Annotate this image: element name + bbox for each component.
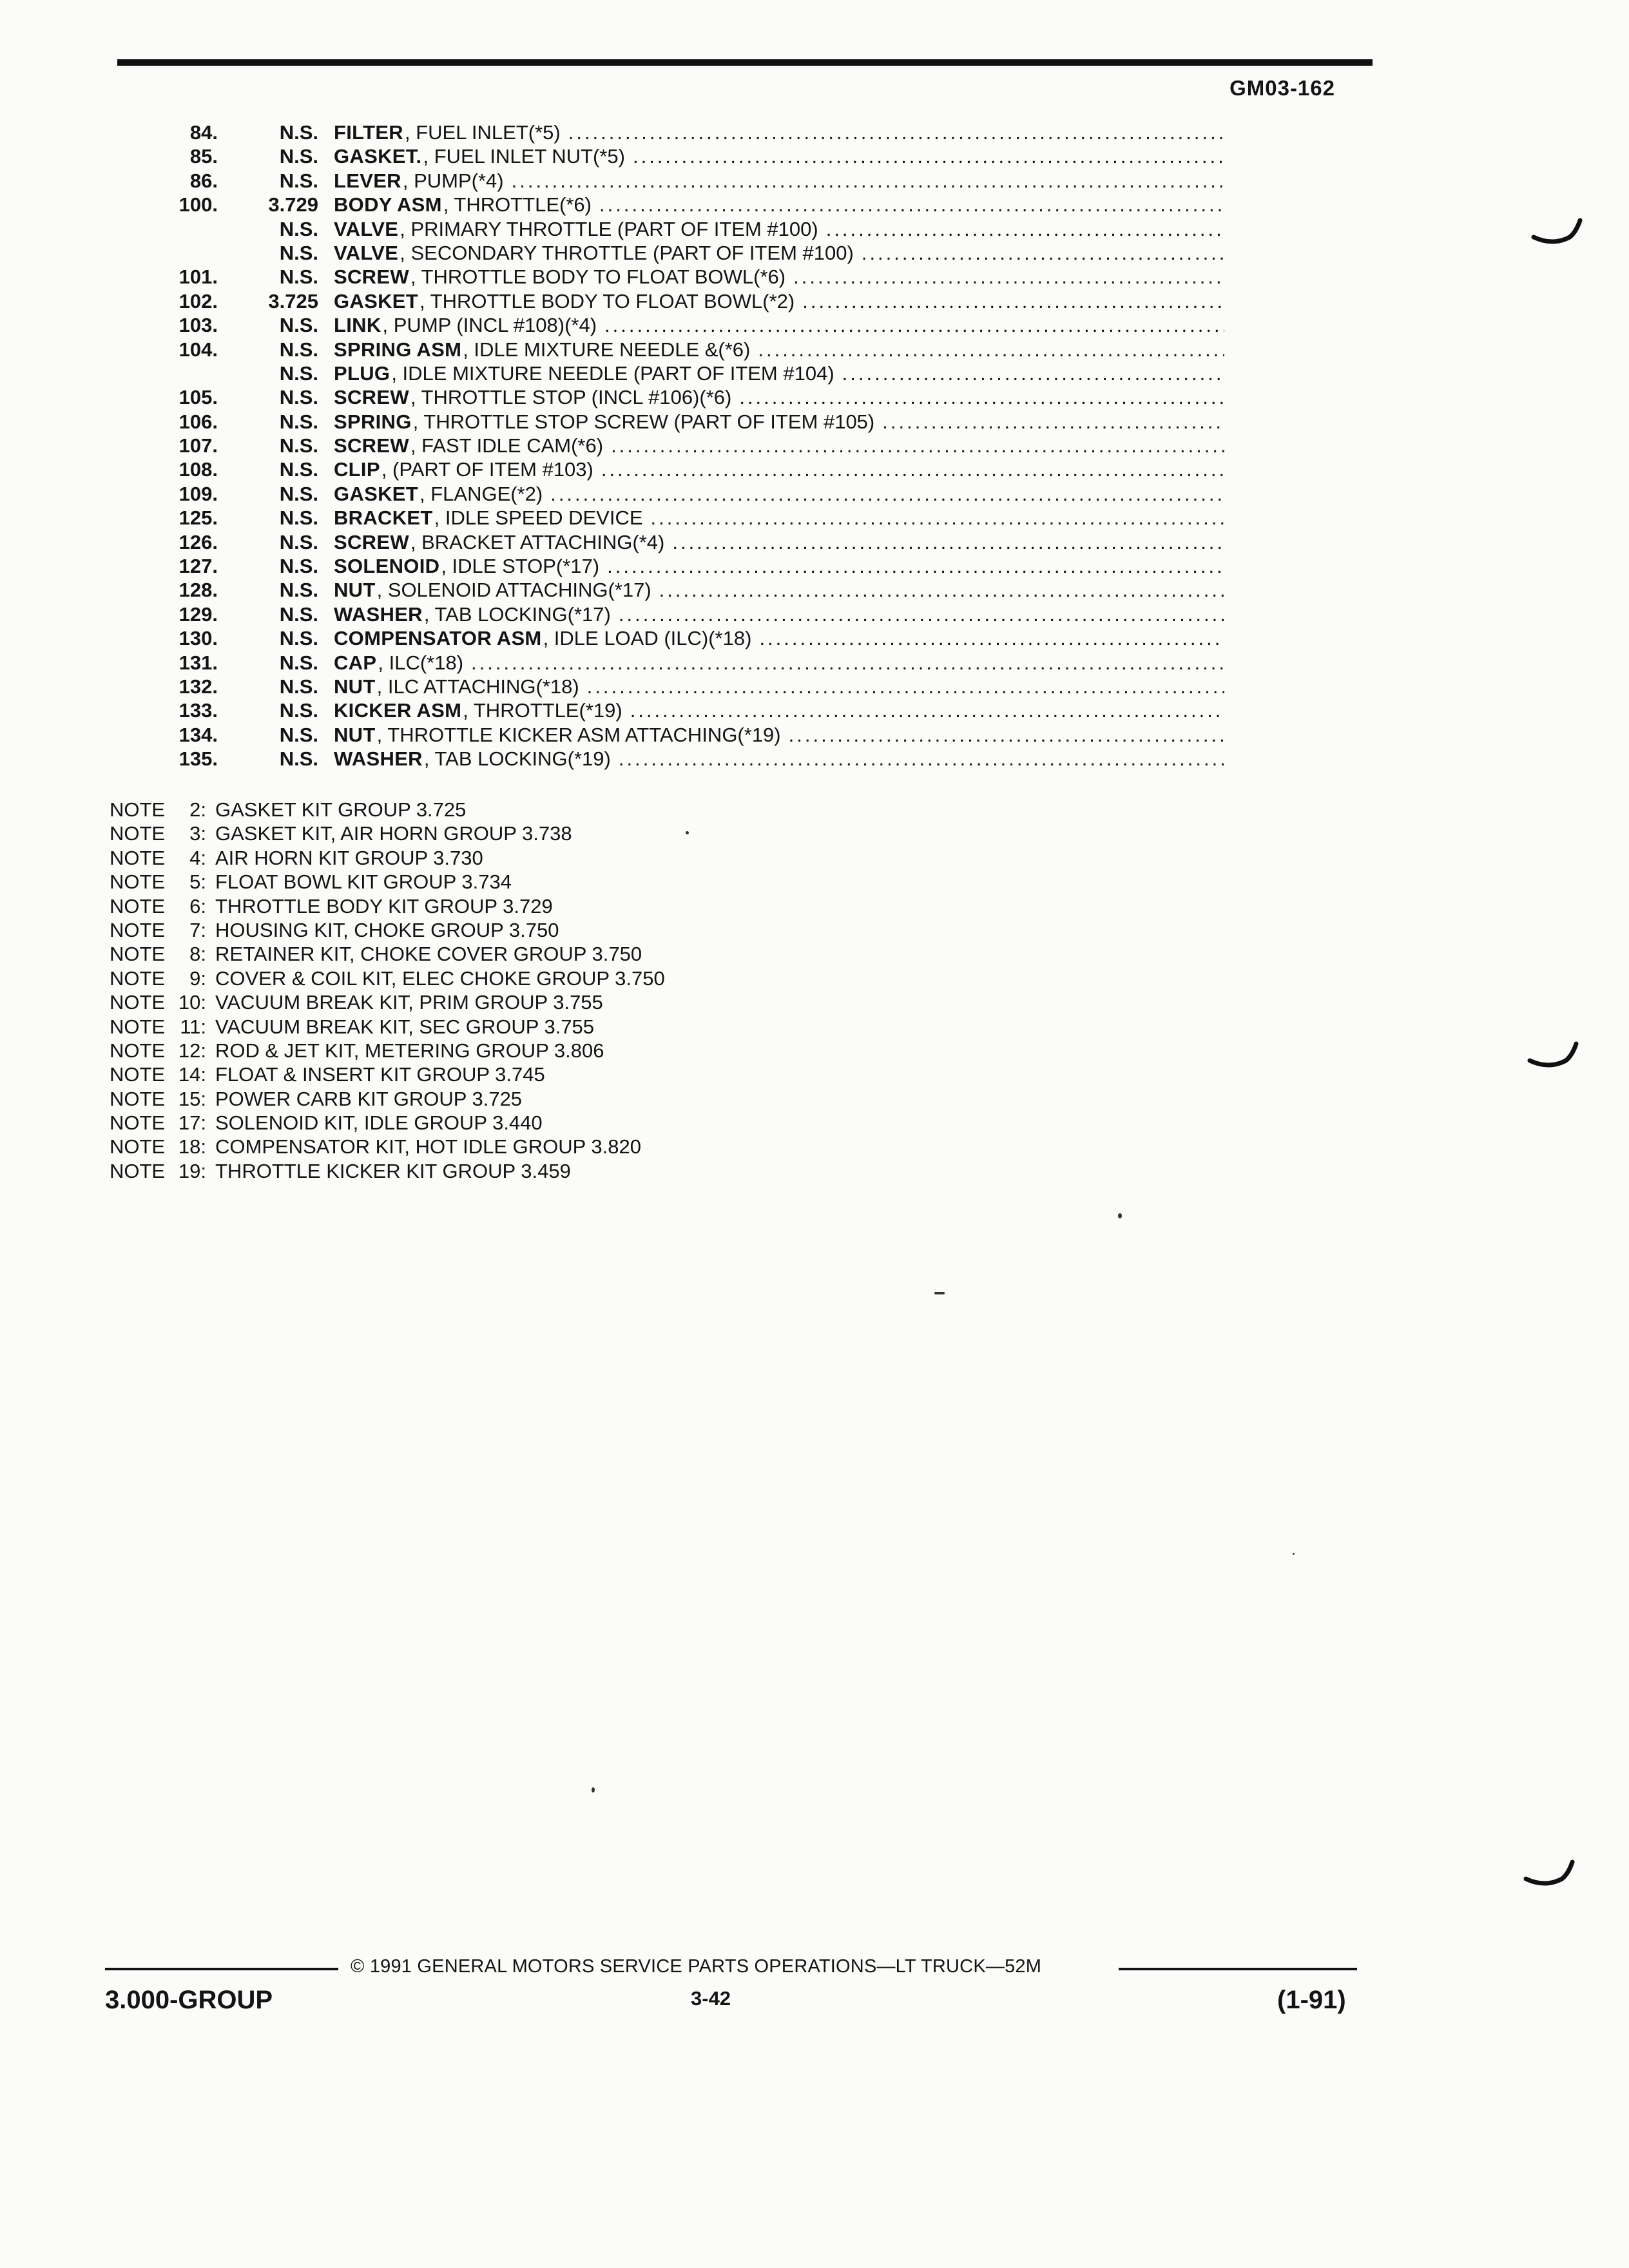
note-label: NOTE <box>110 1063 166 1086</box>
dot-leader <box>789 723 1224 747</box>
note-number: 17: <box>178 1111 206 1135</box>
note-text: HOUSING KIT, CHOKE GROUP 3.750 <box>215 918 559 941</box>
part-name: CAP <box>334 651 377 674</box>
part-detail: , THROTTLE STOP (INCL #106)(*6) <box>410 386 732 409</box>
item-number: 127. <box>178 555 218 578</box>
group-number: 3.729 <box>268 193 318 216</box>
part-name: VALVE <box>334 217 399 240</box>
footer-copyright: © 1991 GENERAL MOTORS SERVICE PARTS OPERATIONS—LT TRUCK—52M <box>351 1956 1042 1977</box>
note-text: AIR HORN KIT GROUP 3.730 <box>215 846 483 869</box>
item-number: 134. <box>178 723 218 746</box>
part-detail: , THROTTLE(*19) <box>463 699 622 722</box>
scan-speck <box>1293 1553 1295 1555</box>
part-row <box>0 289 1629 313</box>
part-description <box>334 385 1224 409</box>
part-row <box>0 265 1629 289</box>
item-number: 133. <box>178 699 218 722</box>
group-number: N.S. <box>279 410 318 433</box>
note-text: THROTTLE BODY KIT GROUP 3.729 <box>215 894 553 918</box>
note-label: NOTE <box>110 966 166 990</box>
group-number: N.S. <box>279 627 318 650</box>
part-detail: , THROTTLE BODY TO FLOAT BOWL(*6) <box>410 265 786 289</box>
dot-leader <box>651 506 1224 530</box>
item-number: 102. <box>178 289 218 312</box>
part-row <box>0 698 1629 722</box>
item-number: 132. <box>178 675 218 698</box>
part-description <box>334 747 1224 771</box>
group-number: N.S. <box>279 169 318 192</box>
part-name: WASHER <box>334 602 423 626</box>
note-text: VACUUM BREAK KIT, PRIM GROUP 3.755 <box>215 991 603 1014</box>
part-row <box>0 241 1629 265</box>
note-row <box>110 942 665 966</box>
part-detail: , IDLE MIXTURE NEEDLE (PART OF ITEM #104) <box>391 361 834 385</box>
note-label: NOTE <box>110 894 166 918</box>
group-number: N.S. <box>279 482 318 505</box>
note-number: 3: <box>189 822 206 845</box>
part-detail: , BRACKET ATTACHING(*4) <box>410 530 665 553</box>
group-number: N.S. <box>279 121 318 144</box>
note-text: FLOAT BOWL KIT GROUP 3.734 <box>215 870 512 894</box>
group-number: N.S. <box>279 265 318 289</box>
part-detail: , FUEL INLET NUT(*5) <box>423 145 625 168</box>
dot-leader <box>842 361 1224 385</box>
group-number: N.S. <box>279 579 318 602</box>
group-number: N.S. <box>279 602 318 626</box>
part-detail: , IDLE STOP(*17) <box>441 555 600 578</box>
note-row <box>110 870 665 894</box>
part-description <box>334 457 1224 481</box>
part-detail: , FUEL INLET(*5) <box>404 121 561 144</box>
group-number: N.S. <box>279 555 318 578</box>
part-row <box>0 626 1629 650</box>
part-name: SPRING <box>334 410 412 433</box>
part-detail: , TAB LOCKING(*17) <box>423 602 611 626</box>
group-number: N.S. <box>279 338 318 361</box>
part-detail: , IDLE LOAD (ILC)(*18) <box>543 627 752 650</box>
dot-leader <box>471 651 1224 675</box>
part-description <box>334 338 1224 361</box>
dot-leader <box>607 554 1224 578</box>
note-row <box>110 1111 665 1135</box>
note-number: 8: <box>189 943 206 966</box>
part-description <box>334 482 1224 506</box>
part-row <box>0 651 1629 675</box>
item-number: 129. <box>178 602 218 626</box>
dot-leader <box>826 217 1224 241</box>
part-row <box>0 530 1629 554</box>
item-number: 125. <box>178 506 218 530</box>
part-description <box>334 241 1224 265</box>
note-text: COMPENSATOR KIT, HOT IDLE GROUP 3.820 <box>215 1135 641 1158</box>
parts-list <box>0 120 1629 771</box>
note-number: 15: <box>178 1087 206 1110</box>
part-name: SPRING ASM <box>334 338 462 361</box>
part-name: SOLENOID <box>334 555 440 578</box>
note-number: 4: <box>189 846 206 869</box>
item-number: 86. <box>189 169 218 192</box>
page-number: 3-42 <box>691 1987 731 2010</box>
note-row <box>110 1159 665 1183</box>
punch-mark-icon <box>1531 213 1583 251</box>
part-description <box>334 506 1224 530</box>
item-number: 103. <box>178 314 218 337</box>
part-detail: , SECONDARY THROTTLE (PART OF ITEM #100) <box>400 241 854 264</box>
group-number: N.S. <box>279 145 318 168</box>
part-description <box>334 554 1224 578</box>
note-number: 12: <box>178 1039 206 1062</box>
item-number: 104. <box>178 338 218 361</box>
note-text: RETAINER KIT, CHOKE COVER GROUP 3.750 <box>215 943 642 966</box>
part-detail: , THROTTLE STOP SCREW (PART OF ITEM #105) <box>412 410 875 433</box>
top-rule <box>117 59 1373 66</box>
dot-leader <box>759 626 1224 650</box>
dot-leader <box>739 385 1224 409</box>
part-name: NUT <box>334 723 376 746</box>
dot-leader <box>601 457 1224 481</box>
note-label: NOTE <box>110 870 166 894</box>
part-name: GASKET. <box>334 145 422 168</box>
dot-leader <box>604 313 1224 337</box>
dot-leader <box>587 675 1224 698</box>
part-name: SCREW <box>334 434 409 457</box>
dot-leader <box>619 602 1224 626</box>
note-row <box>110 1039 665 1062</box>
part-detail: , ILC(*18) <box>378 651 464 674</box>
note-number: 19: <box>178 1159 206 1182</box>
note-label: NOTE <box>110 1135 166 1158</box>
dot-leader <box>550 482 1224 506</box>
group-number: N.S. <box>279 217 318 240</box>
part-detail: , IDLE MIXTURE NEEDLE &(*6) <box>463 338 751 361</box>
part-name: LEVER <box>334 169 401 192</box>
part-row <box>0 217 1629 241</box>
footer-rule-left <box>105 1968 338 1970</box>
scan-speck <box>686 831 689 834</box>
part-name: NUT <box>334 675 376 698</box>
part-name: FILTER <box>334 121 403 144</box>
part-detail: , IDLE SPEED DEVICE <box>434 506 643 530</box>
part-description <box>334 434 1224 457</box>
dot-leader <box>599 193 1224 216</box>
part-row <box>0 457 1629 481</box>
dot-leader <box>802 289 1224 313</box>
group-number: N.S. <box>279 506 318 530</box>
part-description <box>334 193 1224 216</box>
part-row <box>0 723 1629 747</box>
scan-speck <box>592 1787 595 1792</box>
part-description <box>334 361 1224 385</box>
part-detail: , THROTTLE BODY TO FLOAT BOWL(*2) <box>419 289 795 312</box>
note-label: NOTE <box>110 991 166 1014</box>
scan-speck <box>1118 1213 1122 1218</box>
part-row <box>0 169 1629 193</box>
group-number: N.S. <box>279 747 318 771</box>
note-label: NOTE <box>110 1039 166 1062</box>
dot-leader <box>793 265 1224 289</box>
punch-mark-icon <box>1523 1854 1575 1893</box>
note-number: 5: <box>189 870 206 894</box>
group-number: N.S. <box>279 458 318 481</box>
part-detail: , FLANGE(*2) <box>419 482 543 505</box>
dot-leader <box>862 241 1224 265</box>
part-name: SCREW <box>334 265 409 289</box>
notes-list <box>110 798 665 1183</box>
part-row <box>0 120 1629 144</box>
note-text: GASKET KIT, AIR HORN GROUP 3.738 <box>215 822 572 845</box>
note-row <box>110 822 665 845</box>
note-number: 11: <box>180 1015 206 1038</box>
part-description <box>334 723 1224 747</box>
part-name: LINK <box>334 314 381 337</box>
group-number: N.S. <box>279 361 318 385</box>
note-label: NOTE <box>110 918 166 941</box>
note-number: 18: <box>178 1135 206 1158</box>
note-text: GASKET KIT GROUP 3.725 <box>215 798 467 821</box>
group-number: N.S. <box>279 241 318 264</box>
part-description <box>334 675 1224 698</box>
part-name: NUT <box>334 579 376 602</box>
part-row <box>0 482 1629 506</box>
note-text: ROD & JET KIT, METERING GROUP 3.806 <box>215 1039 604 1062</box>
note-text: FLOAT & INSERT KIT GROUP 3.745 <box>215 1063 545 1086</box>
part-detail: , FAST IDLE CAM(*6) <box>410 434 604 457</box>
note-row <box>110 846 665 870</box>
note-number: 14: <box>178 1063 206 1086</box>
part-row <box>0 578 1629 602</box>
group-number: N.S. <box>279 651 318 674</box>
note-label: NOTE <box>110 846 166 869</box>
dot-leader <box>882 410 1224 434</box>
part-row <box>0 747 1629 771</box>
item-number: 130. <box>178 627 218 650</box>
item-number: 135. <box>178 747 218 771</box>
note-label: NOTE <box>110 1159 166 1182</box>
item-number: 106. <box>178 410 218 433</box>
part-description <box>334 651 1224 675</box>
note-row <box>110 1135 665 1158</box>
part-description <box>334 144 1224 168</box>
document-id: GM03-162 <box>1229 76 1335 100</box>
part-name: GASKET <box>334 482 418 505</box>
part-name: COMPENSATOR ASM <box>334 627 542 650</box>
note-row <box>110 798 665 822</box>
note-text: THROTTLE KICKER KIT GROUP 3.459 <box>215 1159 571 1182</box>
part-description <box>334 169 1224 193</box>
group-number: N.S. <box>279 699 318 722</box>
item-number: 100. <box>178 193 218 216</box>
note-text: POWER CARB KIT GROUP 3.725 <box>215 1087 523 1110</box>
item-number: 126. <box>178 530 218 553</box>
part-description <box>334 410 1224 434</box>
note-row <box>110 966 665 990</box>
note-label: NOTE <box>110 1015 166 1038</box>
part-detail: , THROTTLE KICKER ASM ATTACHING(*19) <box>376 723 781 746</box>
part-description <box>334 578 1224 602</box>
part-description <box>334 626 1224 650</box>
note-label: NOTE <box>110 1111 166 1135</box>
part-row <box>0 385 1629 409</box>
dot-leader <box>633 144 1224 168</box>
dot-leader <box>672 530 1224 554</box>
note-label: NOTE <box>110 1087 166 1110</box>
part-description <box>334 602 1224 626</box>
part-row <box>0 338 1629 361</box>
part-description <box>334 313 1224 337</box>
group-number: N.S. <box>279 723 318 746</box>
dot-leader <box>512 169 1224 193</box>
part-description <box>334 120 1224 144</box>
item-number: 131. <box>178 651 218 674</box>
part-row <box>0 410 1629 434</box>
note-number: 6: <box>189 894 206 918</box>
note-label: NOTE <box>110 798 166 821</box>
part-row <box>0 554 1629 578</box>
item-number: 109. <box>178 482 218 505</box>
part-name: SCREW <box>334 530 409 553</box>
group-number: N.S. <box>279 530 318 553</box>
part-row <box>0 361 1629 385</box>
dot-leader <box>659 578 1224 602</box>
part-description <box>334 698 1224 722</box>
note-row <box>110 1062 665 1086</box>
note-row <box>110 1087 665 1111</box>
part-name: PLUG <box>334 361 390 385</box>
part-detail: , (PART OF ITEM #103) <box>381 458 593 481</box>
note-number: 7: <box>189 918 206 941</box>
note-number: 2: <box>189 798 206 821</box>
part-name: VALVE <box>334 241 399 264</box>
dot-leader <box>568 120 1224 144</box>
part-detail: , PUMP(*4) <box>402 169 504 192</box>
dot-leader <box>630 698 1224 722</box>
note-row <box>110 918 665 942</box>
part-row <box>0 144 1629 168</box>
group-number: 3.725 <box>268 289 318 312</box>
scan-speck <box>934 1292 945 1294</box>
note-row <box>110 990 665 1014</box>
item-number: 101. <box>178 265 218 289</box>
note-row <box>110 1015 665 1039</box>
part-name: WASHER <box>334 747 423 771</box>
item-number: 84. <box>189 121 218 144</box>
note-number: 10: <box>178 991 206 1014</box>
part-detail: , ILC ATTACHING(*18) <box>376 675 579 698</box>
item-number: 108. <box>178 458 218 481</box>
part-detail: , SOLENOID ATTACHING(*17) <box>376 579 651 602</box>
part-name: SCREW <box>334 386 409 409</box>
revision-date: (1-91) <box>1277 1986 1346 2014</box>
part-row <box>0 193 1629 216</box>
punch-mark-icon <box>1527 1036 1579 1075</box>
item-number: 107. <box>178 434 218 457</box>
note-text: COVER & COIL KIT, ELEC CHOKE GROUP 3.750 <box>215 966 665 990</box>
footer-group-label: 3.000-GROUP <box>105 1986 273 2014</box>
dot-leader <box>619 747 1224 771</box>
part-name: CLIP <box>334 458 380 481</box>
item-number: 85. <box>189 145 218 168</box>
part-description <box>334 217 1224 241</box>
part-row <box>0 675 1629 698</box>
item-number: 128. <box>178 579 218 602</box>
part-name: KICKER ASM <box>334 699 462 722</box>
note-text: SOLENOID KIT, IDLE GROUP 3.440 <box>215 1111 543 1135</box>
group-number: N.S. <box>279 675 318 698</box>
part-detail: , PUMP (INCL #108)(*4) <box>382 314 597 337</box>
group-number: N.S. <box>279 386 318 409</box>
part-row <box>0 313 1629 337</box>
part-description <box>334 530 1224 554</box>
dot-leader <box>758 338 1224 361</box>
note-label: NOTE <box>110 822 166 845</box>
footer-rule-right <box>1119 1968 1357 1970</box>
note-row <box>110 894 665 918</box>
part-row <box>0 434 1629 457</box>
part-name: GASKET <box>334 289 418 312</box>
part-detail: , THROTTLE(*6) <box>443 193 592 216</box>
part-description <box>334 265 1224 289</box>
part-row <box>0 602 1629 626</box>
part-detail: , PRIMARY THROTTLE (PART OF ITEM #100) <box>400 217 818 240</box>
part-detail: , TAB LOCKING(*19) <box>423 747 611 771</box>
note-text: VACUUM BREAK KIT, SEC GROUP 3.755 <box>215 1015 595 1038</box>
note-number: 9: <box>189 966 206 990</box>
part-name: BRACKET <box>334 506 433 530</box>
group-number: N.S. <box>279 314 318 337</box>
part-description <box>334 289 1224 313</box>
note-label: NOTE <box>110 943 166 966</box>
dot-leader <box>611 434 1224 457</box>
group-number: N.S. <box>279 434 318 457</box>
item-number: 105. <box>178 386 218 409</box>
part-row <box>0 506 1629 530</box>
part-name: BODY ASM <box>334 193 442 216</box>
